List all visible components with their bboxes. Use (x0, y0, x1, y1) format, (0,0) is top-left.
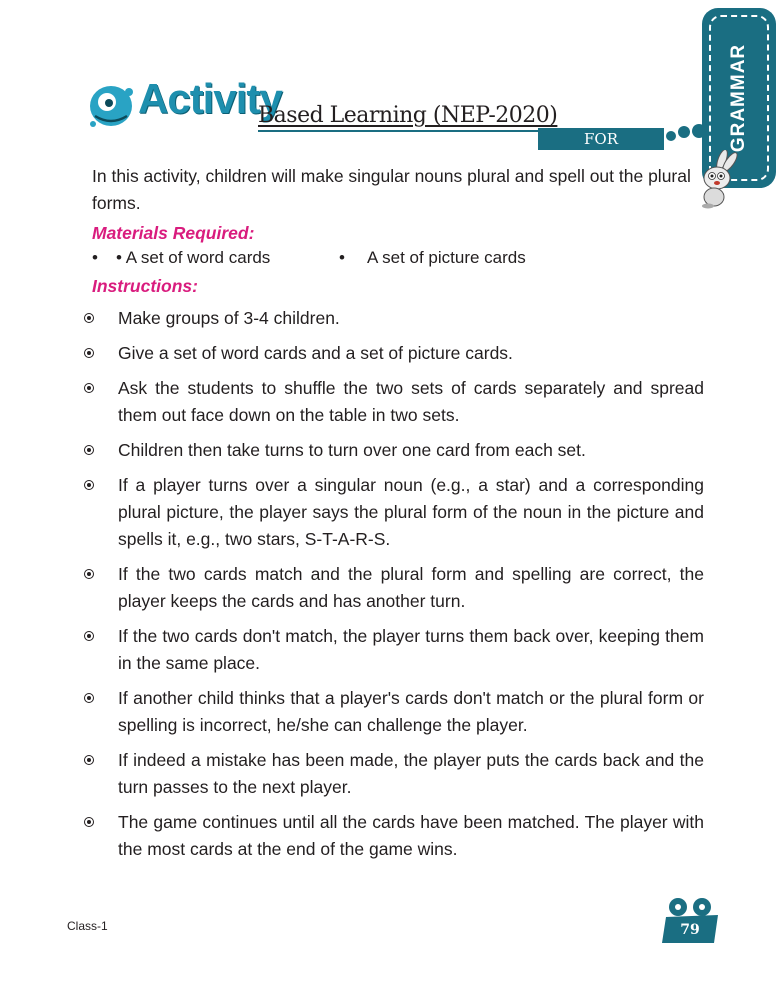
instruction-item: If the two cards match and the plural form and spelling are correct, the player keeps the cards and has another turn. (84, 561, 704, 615)
page-number: 79 (680, 922, 700, 938)
instruction-item: Make groups of 3-4 children. (84, 305, 704, 332)
material-item: • • A set of word cards (92, 248, 271, 267)
intro-paragraph: In this activity, children will make singular nouns plural and spell out the plural forms. (92, 166, 691, 213)
instruction-item: The game continues until all the cards have been matched. The player with the most cards at the end of the game wins. (84, 809, 704, 863)
header-dot (692, 124, 706, 138)
instruction-item: Give a set of word cards and a set of picture cards. (84, 340, 704, 367)
bullet-icon (84, 693, 94, 703)
instruction-item: Children then take turns to turn over one card from each set. (84, 437, 704, 464)
bullet-icon (84, 480, 94, 490)
instruction-item: If indeed a mistake has been made, the player puts the cards back and the turn passes to the next player. (84, 747, 704, 801)
for-teachers-badge: FOR TEACHERS (538, 128, 664, 150)
materials-list (92, 248, 704, 276)
main-content (92, 163, 704, 871)
instruction-item: If another child thinks that a player's cards don't match or the plural form or spelling is incorrect, he/she can challenge the player. (84, 685, 704, 739)
header-dot (678, 126, 690, 138)
instructions-list (84, 305, 704, 863)
instruction-item: If a player turns over a singular noun (e.g., a star) and a corresponding plural picture, the player says the plural form of the noun in the picture and spells it, e.g., two stars, S-T-A-R-S. (84, 472, 704, 553)
instructions-heading: Instructions: (92, 276, 198, 296)
instruction-item: Ask the students to shuffle the two sets of cards separately and spread them out face down on the table in two sets. (84, 375, 704, 429)
header-underline (258, 130, 538, 132)
material-item: • A set of picture cards (339, 248, 526, 267)
bullet-icon (84, 755, 94, 765)
bullet-icon (84, 631, 94, 641)
bullet-icon (84, 569, 94, 579)
bullet-icon (84, 445, 94, 455)
activity-mascot-icon (85, 80, 137, 130)
bullet-icon (84, 817, 94, 827)
header-dot (666, 131, 676, 141)
bullet-icon (84, 313, 94, 323)
materials-heading: Materials Required: (92, 223, 255, 243)
side-tab-label: GRAMMAR (728, 43, 749, 153)
activity-subtitle: Based Learning (NEP-2020) (258, 103, 558, 128)
bullet-icon (84, 348, 94, 358)
bullet-icon (84, 383, 94, 393)
instruction-item: If the two cards don't match, the player turns them back over, keeping them in the same place. (84, 623, 704, 677)
class-label: Class-1 (67, 919, 108, 933)
activity-title: Activity (138, 75, 282, 122)
